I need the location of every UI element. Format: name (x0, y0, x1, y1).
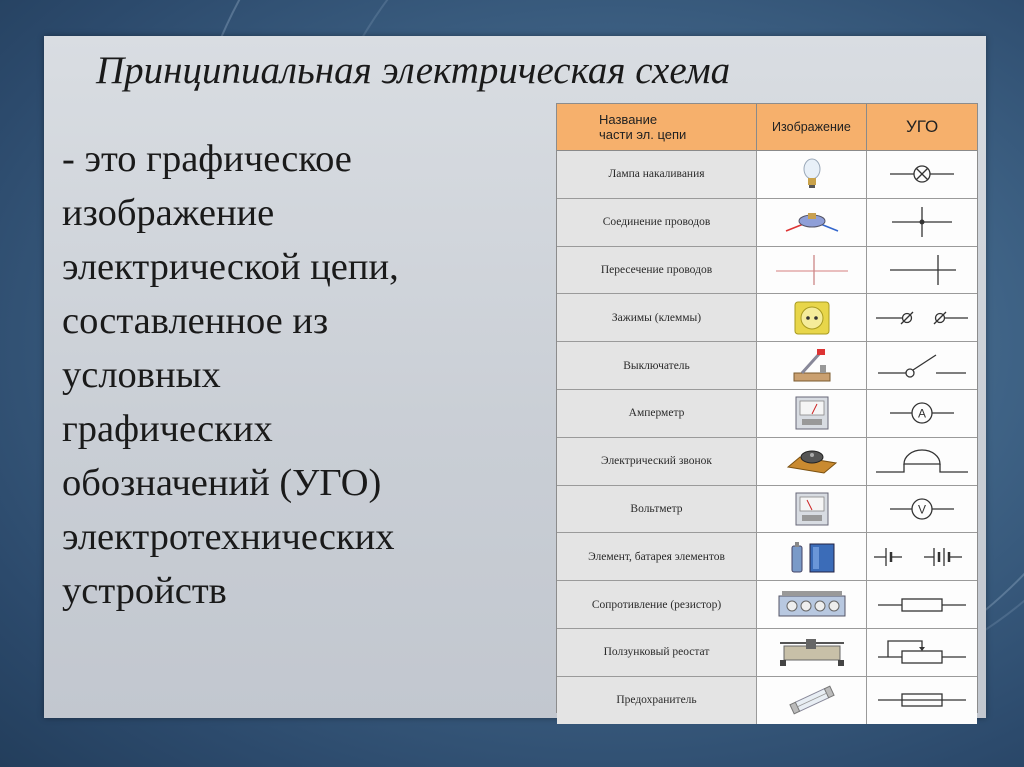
definition-text (62, 132, 532, 618)
wire-crossing-symbol-icon (882, 253, 962, 287)
row-name: Сопротивление (резистор) (557, 581, 757, 628)
resistor-symbol-icon (874, 593, 970, 617)
slide-title: Принципиальная электрическая схема (96, 49, 731, 92)
bell-symbol-icon (874, 444, 970, 478)
fuse-symbol-icon (874, 688, 970, 712)
table-row (557, 294, 977, 342)
text-line: обозначений (УГО) (62, 462, 382, 504)
table-row (557, 342, 977, 390)
text-line: составленное из (62, 300, 329, 342)
row-name: Элемент, батарея элементов (557, 533, 757, 580)
ammeter-device-icon (793, 394, 831, 432)
text-line: - это графическое (62, 138, 352, 180)
row-name: Пересечение проводов (557, 247, 757, 294)
table-row (557, 438, 977, 486)
header-symbol: УГО (905, 117, 939, 136)
table-row (557, 151, 977, 199)
terminals-symbol-icon (874, 306, 970, 330)
ammeter-symbol-icon (882, 400, 962, 426)
header-name-line2: части эл. цепи (599, 127, 687, 142)
battery-device-icon (784, 538, 840, 576)
light-bulb-icon (797, 156, 827, 192)
row-name: Амперметр (557, 390, 757, 437)
table-row (557, 677, 977, 724)
fuse-device-icon (784, 685, 840, 715)
socket-icon (792, 299, 832, 337)
table-row (557, 533, 977, 581)
lamp-symbol-icon (882, 162, 962, 186)
resistor-device-icon (776, 588, 848, 622)
wire-crossing-icon (772, 253, 852, 287)
table-row (557, 390, 977, 438)
text-line: условных (62, 354, 221, 396)
row-name: Ползунковый реостат (557, 629, 757, 676)
row-name: Вольтметр (557, 486, 757, 533)
row-name: Лампа накаливания (557, 151, 757, 198)
row-name: Электрический звонок (557, 438, 757, 485)
header-name-line1: Название (599, 112, 658, 127)
text-line: графических (62, 408, 273, 450)
table-header (557, 104, 977, 151)
text-line: электротехнических (62, 516, 395, 558)
header-image: Изображение (757, 104, 868, 150)
row-name: Зажимы (клеммы) (557, 294, 757, 341)
voltmeter-symbol-icon (882, 496, 962, 522)
row-name: Соединение проводов (557, 199, 757, 246)
table-row (557, 581, 977, 629)
text-line: электрической цепи, (62, 246, 399, 288)
table-row (557, 247, 977, 295)
row-name: Выключатель (557, 342, 757, 389)
voltmeter-device-icon (793, 490, 831, 528)
battery-symbol-icon (872, 543, 972, 571)
rheostat-symbol-icon (874, 637, 970, 667)
switch-symbol-icon (874, 351, 970, 381)
ammeter-letter: A (917, 406, 927, 421)
rheostat-device-icon (776, 636, 848, 668)
table-row (557, 629, 977, 677)
text-line: изображение (62, 192, 275, 234)
symbols-table (556, 103, 978, 713)
wire-connection-icon (784, 207, 840, 237)
table-row (557, 486, 977, 534)
voltmeter-letter: V (917, 502, 927, 517)
text-line: устройств (62, 570, 227, 612)
header-name (557, 104, 757, 150)
table-row (557, 199, 977, 247)
knife-switch-icon (790, 347, 834, 385)
bell-device-icon (784, 443, 840, 479)
row-name: Предохранитель (557, 677, 757, 724)
wire-junction-symbol-icon (882, 205, 962, 239)
